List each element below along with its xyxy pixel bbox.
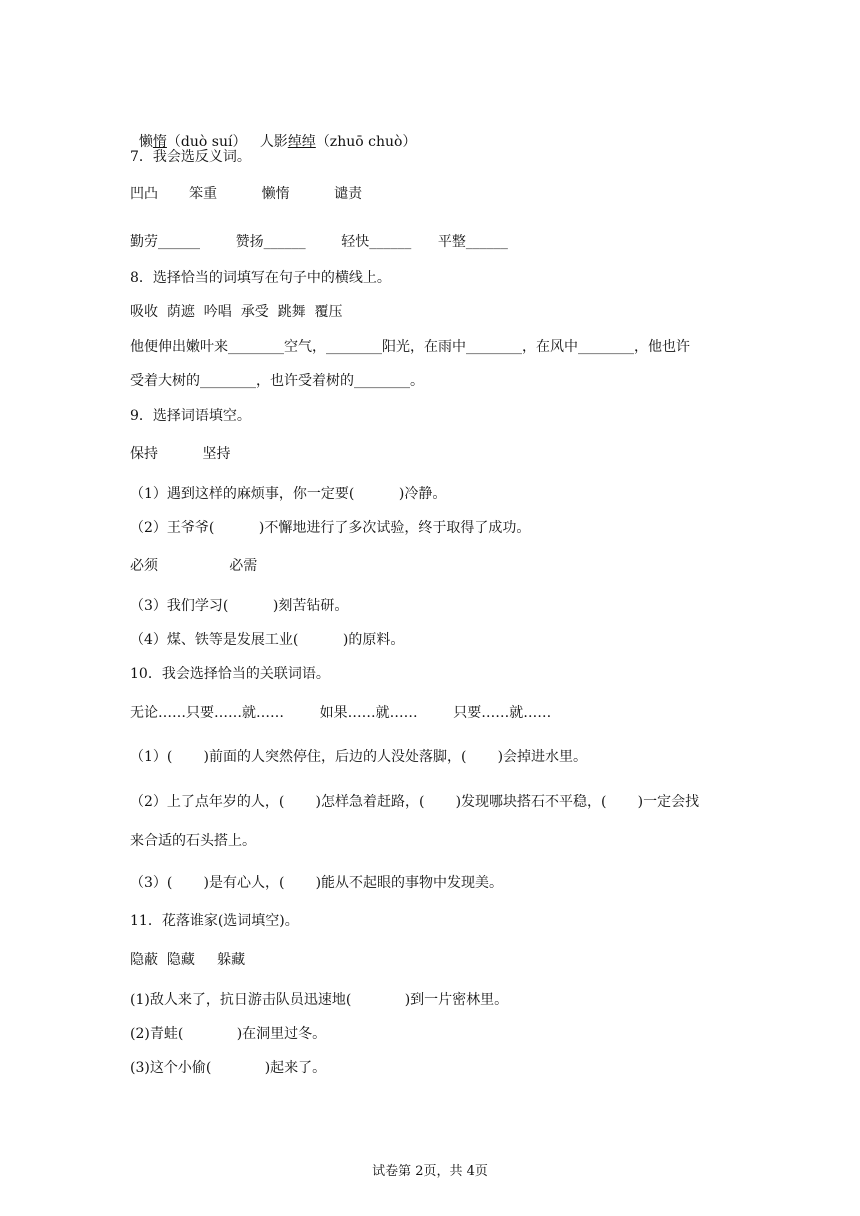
word-2-pinyin: （zhuō chuò） <box>315 134 417 150</box>
q11-options: 隐蔽 隐藏 躲藏 <box>130 952 246 968</box>
q11-item-2: (2)青蛙( )在洞里过冬。 <box>130 1026 327 1042</box>
page-footer: 试卷第 2页，共 4页 <box>372 1164 488 1179</box>
q10-item-2a: （2）上了点年岁的人，( )怎样急着赶路，( )发现哪块搭石不平稳，( )一定会找 <box>130 794 700 810</box>
word-1-prefix: 懒 <box>138 134 153 150</box>
q8-title: 8．选择恰当的词填写在句子中的横线上。 <box>130 270 391 286</box>
q11-item-1: (1)敌人来了，抗日游击队员迅速地( )到一片密林里。 <box>130 992 509 1008</box>
word-1-underlined: 惰 <box>152 134 167 150</box>
q9-group2-words: 必须 必需 <box>130 558 258 574</box>
q11-title: 11．花落谁家(选词填空)。 <box>130 913 299 929</box>
q7-blanks: 勤劳______ 赞扬______ 轻快______ 平整______ <box>130 234 508 250</box>
word-1-pinyin: （duò suí） <box>166 134 247 150</box>
pinyin-line <box>130 112 416 152</box>
q9-item-2: （2）王爷爷( )不懈地进行了多次试验，终于取得了成功。 <box>130 520 531 536</box>
q10-options: 无论……只要……就…… 如果……就…… 只要……就…… <box>130 705 552 721</box>
q7-title: 7．我会选反义词。 <box>130 149 251 165</box>
q9-item-1: （1）遇到这样的麻烦事，你一定要( )冷静。 <box>130 486 447 502</box>
q8-sentence-1: 他便伸出嫩叶来________空气，________阳光，在雨中________，在风中________，他也许 <box>130 339 690 355</box>
q11-item-3: (3)这个小偷( )起来了。 <box>130 1060 327 1076</box>
q9-group1-words: 保持 坚持 <box>130 446 231 462</box>
q10-item-2b: 来合适的石头搭上。 <box>130 833 256 849</box>
q9-title: 9．选择词语填空。 <box>130 408 251 424</box>
word-2-prefix: 人影 <box>259 134 288 150</box>
q8-words: 吸收 荫遮 吟唱 承受 跳舞 覆压 <box>130 304 343 320</box>
q10-item-3: （3）( )是有心人，( )能从不起眼的事物中发现美。 <box>130 875 504 891</box>
q8-sentence-2: 受着大树的________，也许受着树的________。 <box>130 373 424 389</box>
q9-item-3: （3）我们学习( )刻苦钻研。 <box>130 598 349 614</box>
q10-item-1: （1）( )前面的人突然停住，后边的人没处落脚，( )会掉进水里。 <box>130 749 588 765</box>
q9-item-4: （4）煤、铁等是发展工业( )的原料。 <box>130 632 405 648</box>
q7-options: 凹凸 笨重 懒惰 谴责 <box>130 186 363 202</box>
q10-title: 10．我会选择恰当的关联词语。 <box>130 666 330 682</box>
word-2-underlined: 绰绰 <box>287 134 316 150</box>
